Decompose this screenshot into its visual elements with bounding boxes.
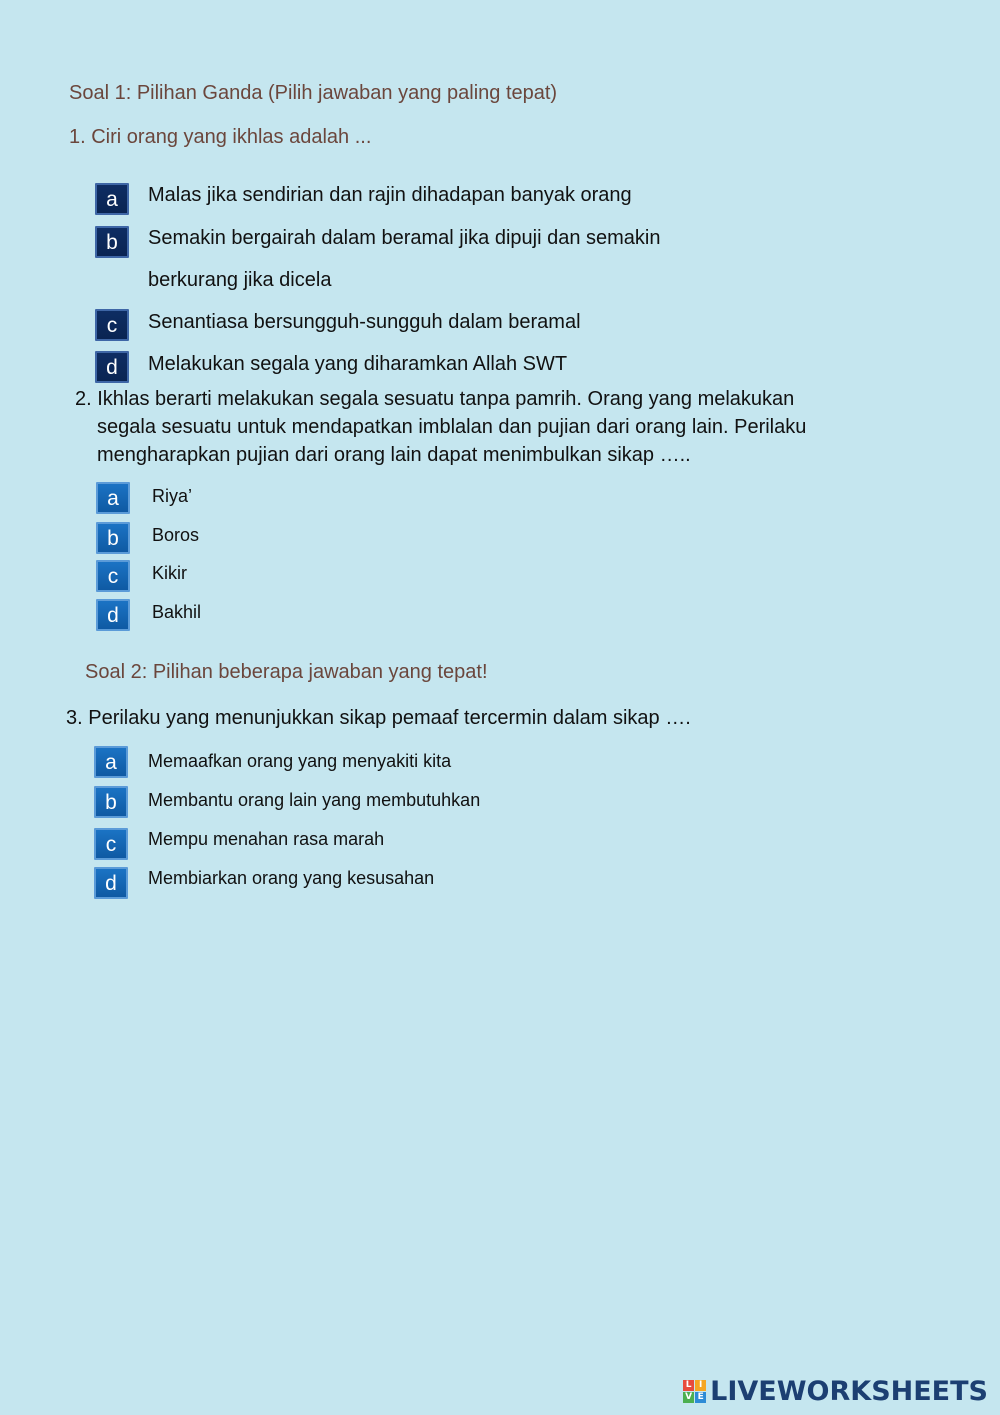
q2-option-b-text: Boros [152, 525, 200, 545]
q2-option-b-box[interactable]: b [96, 522, 130, 554]
q2-option-d-box[interactable]: d [96, 599, 130, 631]
q3-option-b-box[interactable]: b [94, 786, 128, 818]
q2-option-a-box[interactable]: a [96, 482, 130, 514]
q2-option-c-text: Kikir [152, 563, 187, 583]
q2-option-a-text: Riya’ [152, 486, 193, 506]
q3-option-d-text: Membiarkan orang yang kesusahan [148, 868, 435, 888]
q1-option-c-box[interactable]: c [95, 309, 129, 341]
q3-option-d-box[interactable]: d [94, 867, 128, 899]
question-1: 1. Ciri orang yang ikhlas adalah ... [69, 126, 372, 148]
q3-option-a-text: Memaafkan orang yang menyakiti kita [148, 751, 452, 771]
logo-grid-cell: E [695, 1392, 706, 1403]
q1-option-c-text: Senantiasa bersungguh-sungguh dalam beramal [148, 311, 581, 333]
logo-grid-cell: V [683, 1392, 694, 1403]
question-2-line-1: 2. Ikhlas berarti melakukan segala sesuatu tanpa pamrih. Orang yang melakukan [75, 388, 795, 410]
question-3: 3. Perilaku yang menunjukkan sikap pemaaf tercermin dalam sikap …. [66, 707, 691, 729]
q1-option-d-text: Melakukan segala yang diharamkan Allah SWT [148, 353, 568, 375]
q3-option-b-text: Membantu orang lain yang membutuhkan [148, 790, 481, 810]
q2-option-d-text: Bakhil [152, 602, 202, 622]
q3-option-c-box[interactable]: c [94, 828, 128, 860]
q2-option-c-box[interactable]: c [96, 560, 130, 592]
question-2-line-2: segala sesuatu untuk mendapatkan imblalan dan pujian dari orang lain. Perilaku [97, 416, 807, 438]
q1-option-b-text: Semakin bergairah dalam beramal jika dipuji dan semakin [148, 227, 661, 249]
q1-option-a-text: Malas jika sendirian dan rajin dihadapan banyak orang [148, 184, 632, 206]
q1-option-b-text-cont: berkurang jika dicela [148, 269, 332, 291]
logo-grid-cell: I [695, 1380, 706, 1391]
question-2-line-3: mengharapkan pujian dari orang lain dapat menimbulkan sikap ….. [97, 444, 691, 466]
q3-option-a-box[interactable]: a [94, 746, 128, 778]
section-title-2: Soal 2: Pilihan beberapa jawaban yang tepat! [85, 661, 488, 683]
logo-grid-cell: L [683, 1380, 694, 1391]
q1-option-a-box[interactable]: a [95, 183, 129, 215]
q1-option-b-box[interactable]: b [95, 226, 129, 258]
q1-option-d-box[interactable]: d [95, 351, 129, 383]
q3-option-c-text: Mempu menahan rasa marah [148, 829, 385, 849]
logo-text: LIVEWORKSHEETS [710, 1375, 988, 1407]
liveworksheets-logo [683, 1376, 988, 1406]
section-title-1: Soal 1: Pilihan Ganda (Pilih jawaban yang paling tepat) [69, 82, 558, 104]
logo-grid-icon [683, 1380, 706, 1403]
